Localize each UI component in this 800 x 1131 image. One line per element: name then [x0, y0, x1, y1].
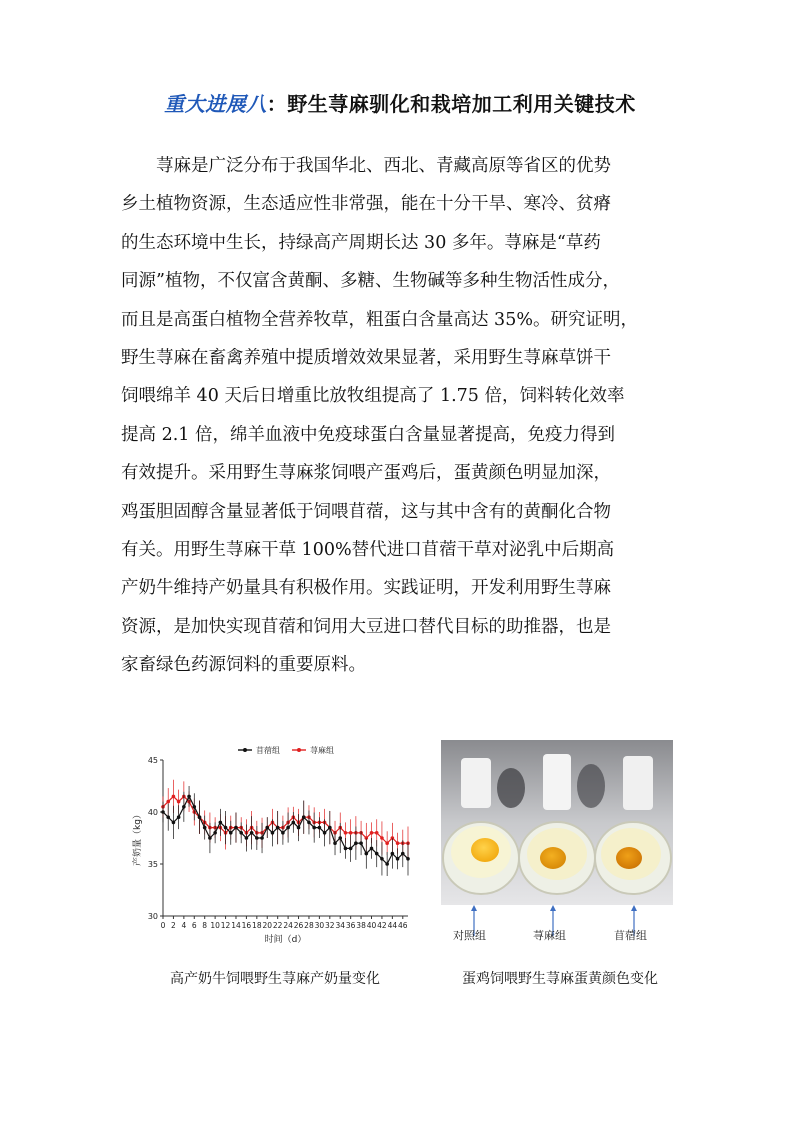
egg-label-control: 对照组 — [453, 929, 486, 942]
data-point — [281, 831, 285, 835]
legend-swatch-dot — [297, 748, 301, 752]
data-point — [213, 831, 217, 835]
egg-yolk — [471, 838, 499, 862]
data-point — [224, 826, 228, 830]
x-tick-label: 14 — [231, 921, 241, 930]
paragraph-line: 资源，是加快实现苜蓿和饲用大豆进口替代目标的助推器，也是 — [121, 616, 611, 637]
data-point — [229, 831, 233, 835]
bowl-control — [443, 822, 519, 894]
x-tick-label: 44 — [387, 921, 398, 930]
data-point — [260, 836, 264, 840]
data-point — [172, 821, 176, 825]
data-point — [234, 826, 238, 830]
arrow-icon — [550, 905, 556, 911]
data-point — [192, 805, 196, 809]
x-tick-label: 12 — [220, 921, 231, 930]
data-point — [177, 800, 181, 804]
data-point — [344, 847, 348, 851]
arrow-icon — [631, 905, 637, 911]
y-tick-label: 45 — [147, 756, 158, 765]
data-point — [344, 831, 348, 835]
data-point — [385, 841, 389, 845]
data-point — [297, 826, 301, 830]
paragraph-line: 而且是高蛋白植物全营养牧草，粗蛋白含量高达 35%。研究证明， — [121, 309, 638, 330]
x-tick-label: 36 — [345, 921, 356, 930]
paragraph-line: 乡土植物资源，生态适应性非常强，能在十分干旱、寒冷、贫瘠 — [121, 194, 611, 215]
y-axis-label: 产奶量（kg） — [133, 810, 143, 866]
chart-svg — [120, 740, 416, 955]
x-tick-label: 8 — [202, 921, 208, 930]
paragraph-line: 有关。用野生荨麻干草 100%替代进口苜蓿干草对泌乳中后期高 — [121, 540, 615, 561]
paragraph-line: 鸡蛋胆固醇含量显著低于饲喂苜蓿，这与其中含有的黄酮化合物 — [121, 501, 611, 522]
data-point — [359, 841, 363, 845]
data-point — [250, 831, 254, 835]
egg-label-alfalfa: 苜蓿组 — [614, 929, 647, 942]
data-point — [401, 852, 405, 856]
data-point — [406, 857, 410, 861]
data-point — [349, 847, 353, 851]
data-point — [380, 836, 384, 840]
data-point — [177, 815, 181, 819]
data-point — [239, 831, 243, 835]
bottle-shadow — [577, 764, 605, 808]
data-point — [312, 826, 316, 830]
x-axis-label: 时间（d） — [264, 935, 307, 945]
y-tick-label: 30 — [147, 912, 158, 921]
x-tick-label: 42 — [377, 921, 387, 930]
x-tick-label: 40 — [366, 921, 377, 930]
egg-label-nettle: 荨麻组 — [533, 929, 566, 942]
data-point — [307, 821, 311, 825]
page-title — [0, 88, 800, 117]
data-point — [328, 826, 332, 830]
caption-right: 蛋鸡饲喂野生荨麻蛋黄颜色变化 — [462, 971, 658, 987]
data-point — [187, 795, 191, 799]
egg-yolk — [616, 847, 642, 869]
data-point — [375, 831, 379, 835]
data-point — [364, 852, 368, 856]
paragraph-line: 产奶牛维持产奶量具有积极作用。实践证明，开发利用野生荨麻 — [121, 578, 611, 599]
data-point — [172, 795, 176, 799]
title-highlight: 重大进展八 — [164, 92, 267, 116]
data-point — [255, 836, 259, 840]
data-point — [182, 805, 186, 809]
data-point — [219, 821, 223, 825]
bowl-alfalfa — [595, 822, 671, 894]
data-point — [370, 831, 374, 835]
paragraph-line: 的生态环境中生长，持绿高产周期长达 30 多年。荨麻是“草药 — [121, 232, 601, 253]
legend-label: 苜蓿组 — [256, 746, 280, 755]
bottle — [543, 754, 571, 810]
egg-yolk-photo — [441, 740, 673, 945]
x-tick-label: 38 — [356, 921, 366, 930]
data-point — [396, 857, 400, 861]
legend-label: 荨麻组 — [310, 746, 334, 755]
legend-swatch-dot — [243, 748, 247, 752]
paragraph-line: 有效提升。采用野生荨麻浆饲喂产蛋鸡后，蛋黄颜色明显加深， — [121, 463, 611, 484]
bottle — [623, 756, 653, 810]
x-tick-label: 22 — [272, 921, 283, 930]
x-tick-label: 28 — [304, 921, 314, 930]
data-point — [208, 836, 212, 840]
milk-yield-chart — [120, 740, 416, 955]
paragraph-line: 同源”植物，不仅富含黄酮、多糖、生物碱等多种生物活性成分， — [121, 271, 620, 292]
data-point — [203, 826, 207, 830]
bottle-shadow — [497, 768, 525, 808]
data-point — [166, 800, 170, 804]
data-point — [354, 841, 358, 845]
paragraph-line: 家畜绿色药源饲料的重要原料。 — [121, 655, 366, 676]
x-tick-label: 0 — [160, 921, 166, 930]
paragraph-line: 荨麻是广泛分布于我国华北、西北、青藏高原等省区的优势 — [121, 156, 611, 176]
paragraph-line: 野生荨麻在畜禽养殖中提质增效效果显著，采用野生荨麻草饼干 — [121, 348, 611, 369]
egg-yolk — [540, 847, 566, 869]
data-point — [349, 831, 353, 835]
x-tick-label: 18 — [252, 921, 262, 930]
data-point — [276, 826, 280, 830]
data-point — [245, 836, 249, 840]
x-tick-label: 10 — [210, 921, 220, 930]
data-point — [370, 847, 374, 851]
x-tick-label: 6 — [191, 921, 197, 930]
data-point — [333, 841, 337, 845]
body-paragraph — [121, 147, 681, 685]
data-point — [198, 815, 202, 819]
data-point — [323, 831, 327, 835]
data-point — [161, 810, 165, 814]
caption-left: 高产奶牛饲喂野生荨麻产奶量变化 — [170, 971, 380, 987]
data-point — [396, 841, 400, 845]
egg-photo-svg — [441, 740, 673, 945]
bowl-nettle — [519, 822, 595, 894]
data-point — [338, 836, 342, 840]
bottle — [461, 758, 491, 808]
data-point — [385, 862, 389, 866]
data-point — [166, 815, 170, 819]
data-point — [318, 826, 322, 830]
title-colon: ： — [266, 92, 288, 116]
data-point — [271, 831, 275, 835]
x-tick-label: 26 — [293, 921, 304, 930]
paragraph-line: 提高 2.1 倍，绵羊血液中免疫球蛋白含量显著提高，免疫力得到 — [121, 424, 615, 445]
x-tick-label: 30 — [314, 921, 325, 930]
data-point — [380, 857, 384, 861]
x-tick-label: 16 — [241, 921, 252, 930]
x-tick-label: 4 — [181, 921, 187, 930]
x-tick-label: 2 — [171, 921, 176, 930]
data-point — [391, 852, 395, 856]
x-tick-label: 24 — [283, 921, 293, 930]
x-tick-label: 32 — [325, 921, 335, 930]
y-tick-label: 40 — [147, 808, 158, 817]
data-point — [302, 815, 306, 819]
data-point — [292, 821, 296, 825]
x-tick-label: 20 — [262, 921, 273, 930]
data-point — [286, 826, 290, 830]
arrow-icon — [471, 905, 477, 911]
title-main: 野生荨麻驯化和栽培加工利用关键技术 — [287, 92, 636, 116]
data-point — [265, 826, 269, 830]
y-tick-label: 35 — [147, 860, 158, 869]
x-tick-label: 46 — [398, 921, 408, 930]
paragraph-line: 饲喂绵羊 40 天后日增重比放牧组提高了 1.75 倍，饲料转化效率 — [121, 386, 625, 407]
x-tick-label: 34 — [335, 921, 346, 930]
data-point — [375, 852, 379, 856]
